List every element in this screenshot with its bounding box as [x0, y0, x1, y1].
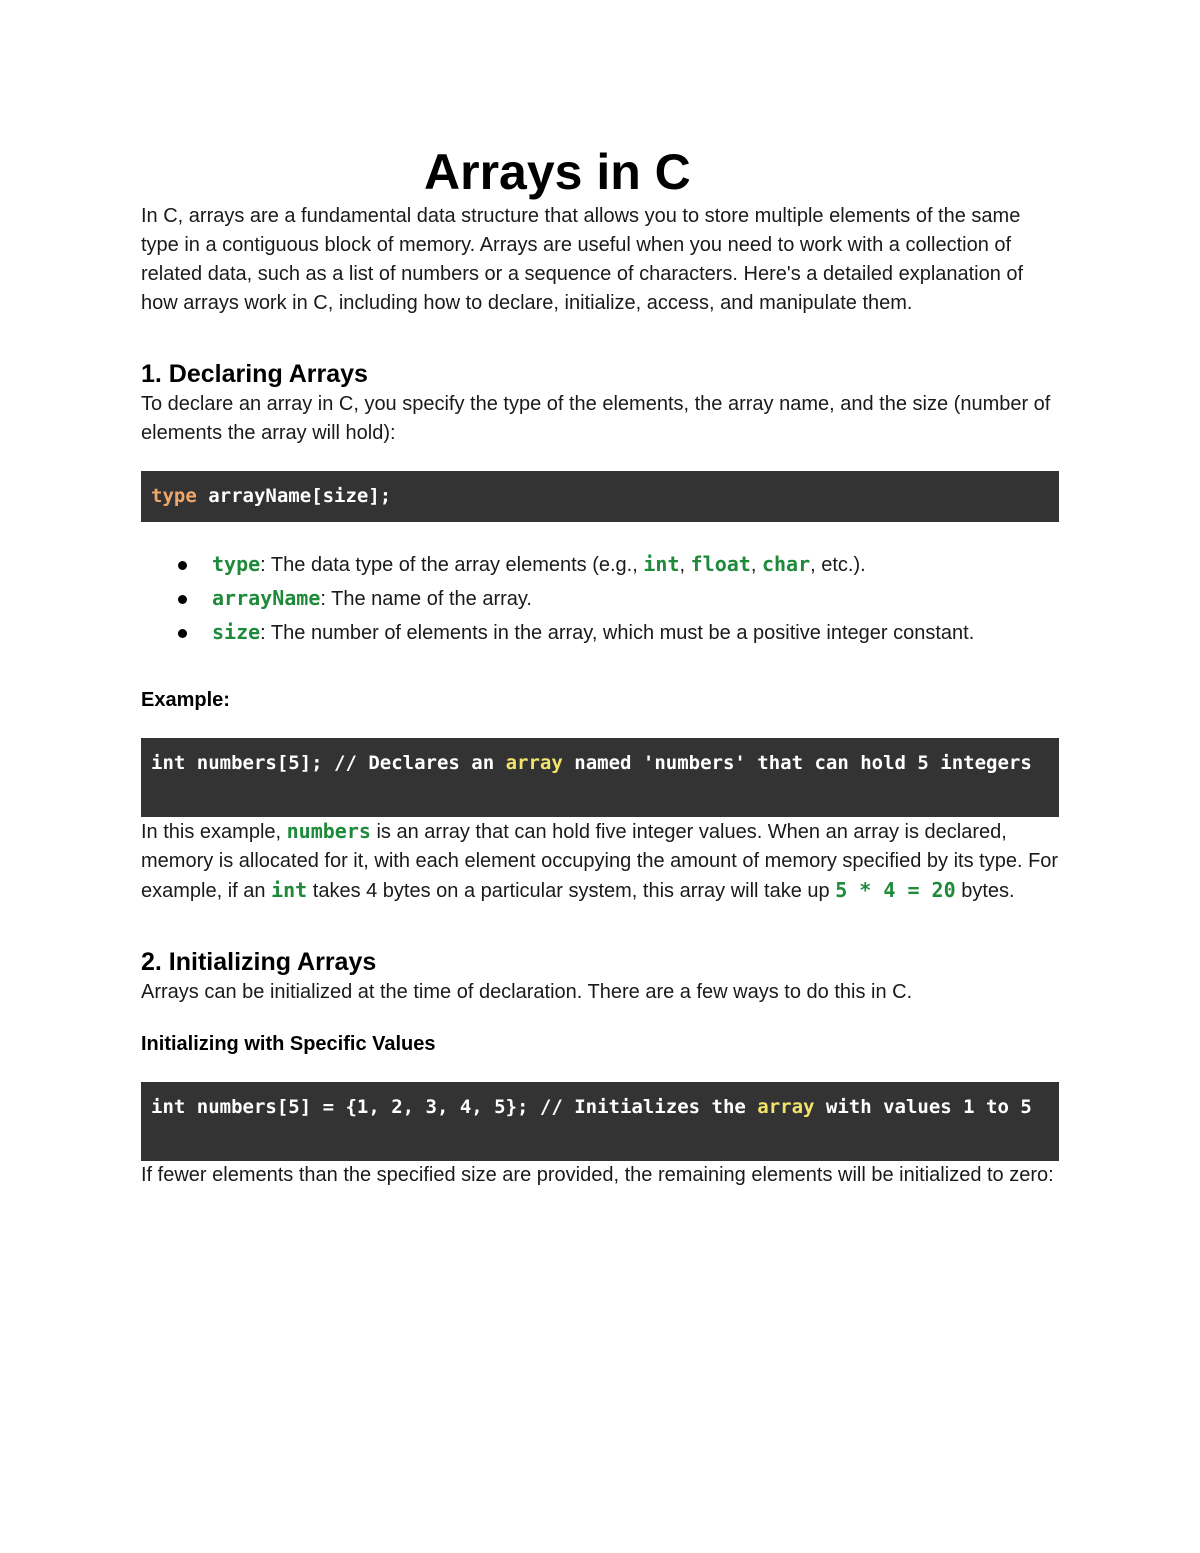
list-text: , etc.). — [810, 554, 866, 576]
code-text: int numbers[5]; // Declares an — [151, 752, 506, 774]
inline-code: float — [690, 552, 751, 576]
list-text: , — [679, 554, 691, 576]
list-text: : The data type of the array elements (e.g., — [260, 554, 644, 576]
bullet-icon — [178, 629, 187, 638]
declare-paragraph: To declare an array in C, you specify the type of the elements, the array name, and the size (number of elements the array will hold): — [141, 393, 1051, 444]
code-keyword: type — [151, 485, 197, 507]
term-code: arrayName — [212, 586, 321, 610]
code-block-initialization — [141, 1082, 1059, 1161]
bullet-icon — [178, 561, 187, 570]
section-heading-initializing: 2. Initializing Arrays — [141, 948, 377, 976]
init-paragraph: Arrays can be initialized at the time of declaration. There are a few ways to do this in C. — [141, 981, 913, 1003]
list-text: : The name of the array. — [320, 588, 532, 610]
term-code: type — [212, 552, 261, 576]
sub-heading-specific-values: Initializing with Specific Values — [141, 1033, 436, 1055]
inline-code: int — [271, 878, 308, 902]
term-code: size — [212, 620, 261, 644]
code-text: int numbers[5] = {1, 2, 3, 4, 5}; // Initializes the — [151, 1096, 758, 1118]
section-heading-declaring: 1. Declaring Arrays — [141, 360, 368, 388]
list-item — [141, 582, 1059, 616]
inline-code: * — [847, 878, 884, 902]
bullet-icon — [178, 595, 187, 604]
text: In this example, — [141, 821, 287, 843]
text: takes 4 bytes on a particular system, this array will take up — [307, 880, 836, 902]
list-item — [141, 548, 1059, 582]
intro-paragraph: In C, arrays are a fundamental data structure that allows you to store multiple elements of the same type in a contiguous block of memory. Arrays are useful when you need to work with a collection of related data, such as a list of numbers or a sequence of characters. Here's a detailed explanation of how arrays work in C, including how to declare, initialize, access, and manipulate them. — [141, 205, 1024, 314]
code-text: named 'numbers' that can hold 5 integers — [562, 752, 1032, 774]
fewer-elements-paragraph: If fewer elements than the specified size are provided, the remaining elements will be initialized to zero: — [141, 1164, 1054, 1186]
inline-code: char — [761, 552, 811, 576]
inline-code: 4 — [883, 878, 896, 902]
inline-code: 20 — [931, 878, 956, 902]
text: is an array that can hold five integer values. When an array is declared, memory is allocated for it, with each element occupying the amount of memory specified by its type. For example, if an — [141, 821, 1059, 902]
page-title: Arrays in C — [424, 144, 691, 200]
parameter-list — [141, 548, 1059, 650]
text: bytes. — [955, 880, 1015, 902]
example-heading: Example: — [141, 689, 230, 711]
list-text: : The number of elements in the array, which must be a positive integer constant. — [260, 622, 975, 644]
inline-code: int — [643, 552, 680, 576]
code-block-declaration — [141, 471, 1059, 522]
code-highlight: array — [505, 752, 563, 774]
explain-paragraph — [141, 817, 1059, 906]
code-text: with values 1 to 5 — [814, 1096, 1032, 1118]
code-highlight: array — [757, 1096, 815, 1118]
inline-code: 5 — [835, 878, 848, 902]
inline-code: numbers — [286, 819, 371, 843]
list-text: , — [750, 554, 762, 576]
code-text: arrayName[size]; — [196, 485, 392, 507]
inline-code: = — [895, 878, 932, 902]
code-block-example — [141, 738, 1059, 817]
list-item — [141, 616, 1059, 650]
